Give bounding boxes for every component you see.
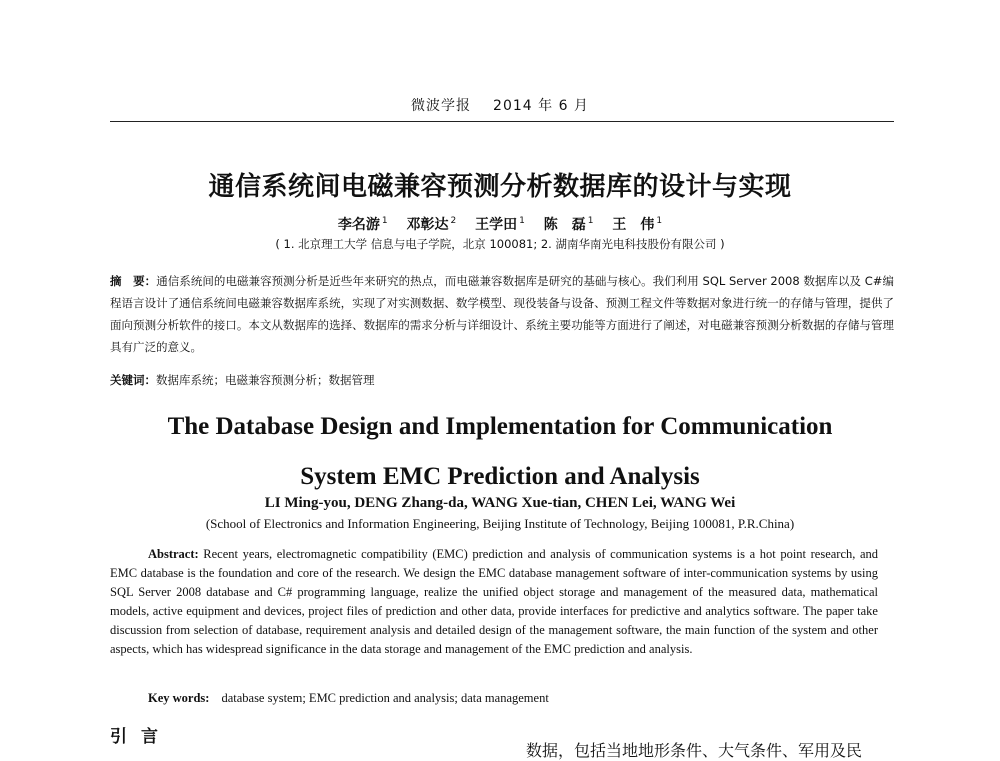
right-column-text: 数据，包括当地地形条件、大气条件、军用及民 (526, 741, 863, 760)
chinese-authors (0, 214, 1000, 234)
english-authors: LI Ming-you, DENG Zhang-da, WANG Xue-tian, CHEN Lei, WANG Wei (264, 495, 736, 511)
author: 邓彰达 $^2$ (406, 216, 457, 233)
section-heading-introduction: 引言 (110, 727, 172, 747)
issue-date: 2014 年 6 月 (493, 98, 589, 114)
chinese-title: 通信系统间电磁兼容预测分析数据库的设计与实现 (208, 172, 792, 202)
chinese-keywords-label: 关键词： (110, 373, 156, 387)
author: 王学田 $^1$ (475, 216, 525, 233)
english-affiliation: (School of Electronics and Information Engineering, Beijing Institute of Technology, Beijing 100081, P.R.China) (205, 516, 795, 531)
chinese-abstract-text: 通信系统间的电磁兼容预测分析是近些年来研究的热点，而电磁兼容数据库是研究的基础与核心。我们利用 SQL Server 2008 数据库以及 C#编程语言设计了通信系统间电磁兼容数据库系统，实现了对实测数据、数学模型、现役装备与设备、预测工程文件等数据对象进行统一的存储与管理，提供了面向预测分析软件的接口。本文从数据库的选择、数据库的需求分析与详细设计、系统主要功能等方面进行了阐述，对电磁兼容预测分析数据的存储与管理具有广泛的意义。 (110, 274, 894, 354)
english-title-line: The Database Design and Implementation for Communication (167, 413, 833, 440)
author: 陈 磊 $^1$ (543, 216, 594, 233)
chinese-abstract (110, 270, 894, 358)
header-rule (110, 121, 894, 122)
journal-name: 微波学报 (411, 98, 472, 114)
running-header (0, 95, 1000, 115)
english-keywords-label: Key words: (148, 691, 210, 705)
chinese-affiliation: ( 1. 北京理工大学 信息与电子学院，北京 100081; 2. 湖南华南光电科技股份有限公司 ) (275, 237, 725, 251)
chinese-keywords (110, 372, 894, 388)
chinese-keywords-text: 数据库系统；电磁兼容预测分析；数据管理 (156, 373, 375, 387)
author: 王 伟 $^1$ (612, 216, 663, 233)
english-title-line: System EMC Prediction and Analysis (300, 463, 700, 490)
english-abstract-label: Abstract: (148, 547, 199, 561)
english-abstract-text: Recent years, electromagnetic compatibility (EMC) prediction and analysis of communication systems is a hot point research, and EMC database is the foundation and core of the research. We design the EMC database management software of inter-communication systems by using SQL Server 2008 database and C# programming language, realize the unified object storage and management of the measured data, mathematical models, active equipment and devices, project files of prediction and other data, provide interfaces for predictive and analytics software. The paper take discussion from selection of database, requirement analysis and detailed design of the management software, the main function of the system and other aspects, which has widespread significance in the data storage and management of the EMC prediction and analysis. (110, 547, 879, 656)
english-title (120, 402, 880, 502)
english-keywords (148, 691, 888, 706)
english-abstract (110, 545, 878, 659)
author: 李名游 $^1$ (337, 216, 388, 233)
chinese-abstract-label: 摘 要： (110, 274, 157, 288)
english-keywords-text: database system; EMC prediction and analysis; data management (221, 691, 549, 705)
